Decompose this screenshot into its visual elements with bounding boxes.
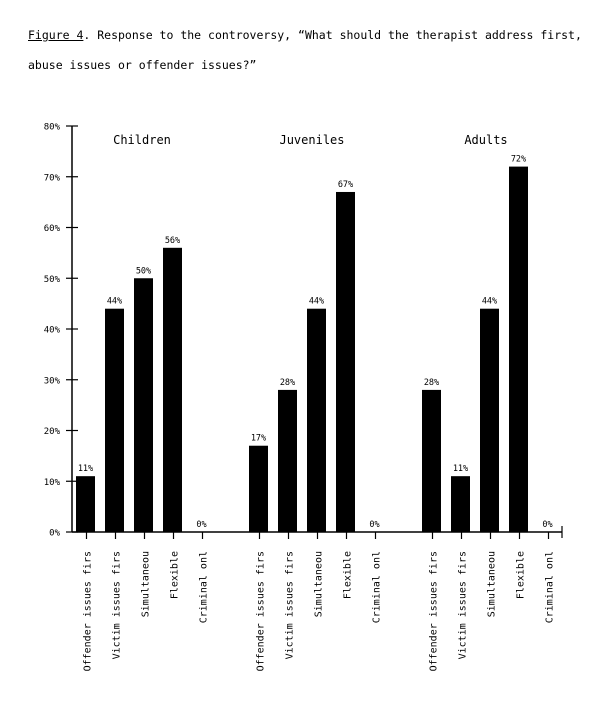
x-tick-label: Offender issues firs bbox=[82, 551, 94, 672]
group-title: Children bbox=[113, 133, 171, 147]
data-label: 44% bbox=[481, 296, 498, 307]
bar bbox=[451, 476, 470, 532]
bar bbox=[105, 309, 124, 532]
y-tick-label: 10% bbox=[43, 477, 60, 488]
group-title: Adults bbox=[464, 133, 508, 147]
x-tick-label: Offender issues firs bbox=[255, 551, 267, 672]
data-label: 44% bbox=[106, 296, 123, 307]
data-label: 28% bbox=[423, 377, 440, 388]
x-tick-label: Simultaneou bbox=[486, 551, 498, 618]
data-label: 0% bbox=[369, 520, 380, 530]
y-tick-label: 50% bbox=[43, 274, 60, 285]
y-tick-label: 80% bbox=[43, 122, 60, 133]
data-label: 0% bbox=[196, 520, 207, 530]
x-tick-label: Offender issues firs bbox=[428, 551, 440, 672]
x-tick-label: Criminal onl bbox=[544, 551, 556, 624]
x-tick-label: Simultaneou bbox=[140, 551, 152, 618]
caption-text: . Response to the controversy, “What should the therapist address first, abuse issues or offender issues?” bbox=[28, 28, 582, 72]
y-tick-label: 0% bbox=[49, 528, 60, 539]
y-tick-label: 40% bbox=[43, 325, 60, 336]
bar bbox=[134, 278, 153, 532]
x-tick-label: Victim issues firs bbox=[111, 551, 123, 660]
bar bbox=[509, 167, 528, 532]
y-tick-label: 20% bbox=[43, 427, 60, 437]
bar bbox=[422, 390, 441, 532]
bar bbox=[163, 248, 182, 532]
x-tick-label: Flexible bbox=[515, 551, 527, 600]
x-tick-label: Victim issues firs bbox=[457, 551, 469, 660]
bar bbox=[76, 476, 95, 532]
x-tick-label: Flexible bbox=[342, 551, 354, 600]
data-label: 17% bbox=[250, 433, 267, 444]
x-tick-label: Victim issues firs bbox=[284, 551, 296, 660]
x-tick-label: Flexible bbox=[169, 551, 181, 600]
x-tick-label: Simultaneou bbox=[313, 551, 325, 618]
data-label: 50% bbox=[135, 266, 152, 277]
bar bbox=[336, 192, 355, 532]
bar bbox=[307, 309, 326, 532]
data-label: 11% bbox=[452, 464, 469, 475]
group-title: Juveniles bbox=[279, 133, 345, 147]
bar bbox=[480, 309, 499, 532]
data-label: 0% bbox=[542, 520, 553, 530]
x-tick-label: Criminal onl bbox=[198, 551, 210, 624]
y-tick-label: 60% bbox=[43, 224, 60, 234]
y-tick-label: 70% bbox=[43, 173, 60, 184]
bar bbox=[278, 390, 297, 532]
x-tick-label: Criminal onl bbox=[371, 551, 383, 624]
data-label: 56% bbox=[164, 235, 181, 246]
bar bbox=[249, 446, 268, 532]
data-label: 67% bbox=[337, 179, 354, 190]
data-label: 11% bbox=[77, 464, 94, 475]
data-label: 44% bbox=[308, 296, 325, 307]
data-label: 72% bbox=[510, 154, 527, 165]
y-tick-label: 30% bbox=[43, 376, 60, 387]
data-label: 28% bbox=[279, 377, 296, 388]
figure-label: Figure 4 bbox=[28, 28, 84, 42]
